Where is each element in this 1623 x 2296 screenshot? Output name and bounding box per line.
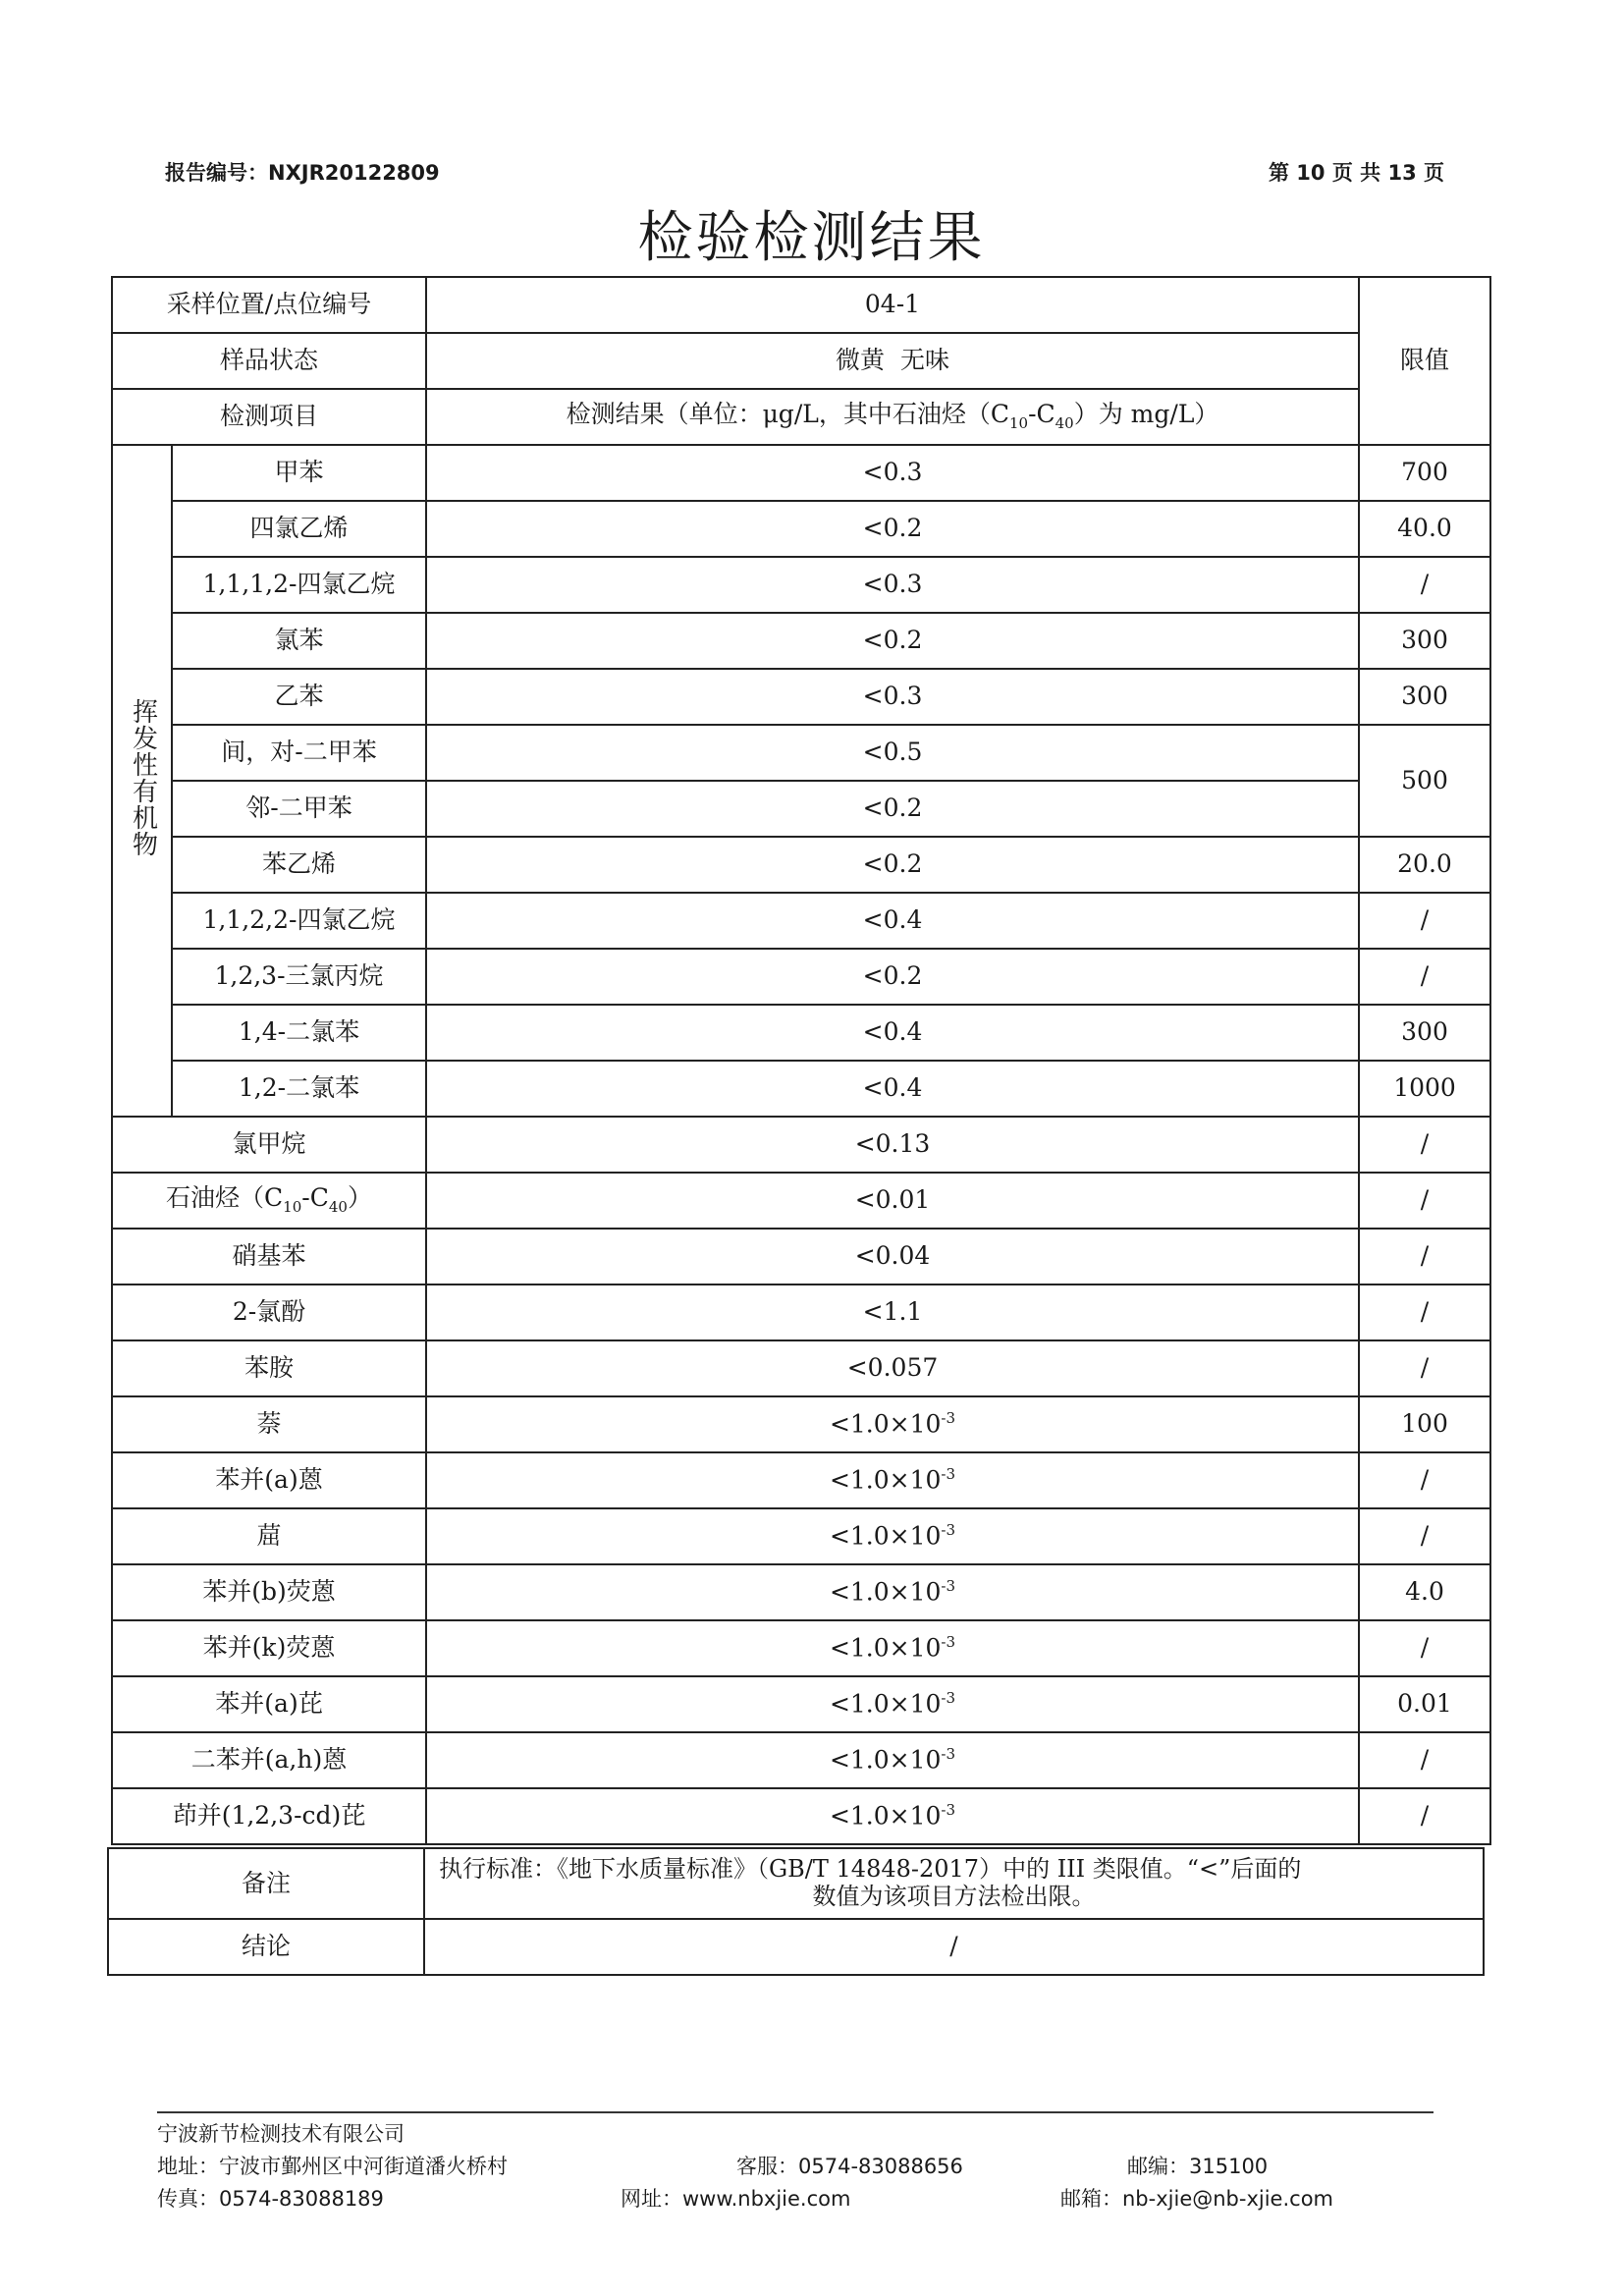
- item-name: 苯并(a)芘: [112, 1676, 426, 1732]
- item-limit: 300: [1359, 669, 1490, 725]
- sampling-value: 04-1: [426, 277, 1359, 333]
- item-limit: /: [1359, 1117, 1490, 1173]
- item-name: 间，对-二甲苯: [172, 725, 426, 781]
- item-result: $<1.0\times 10^{-3}$: [426, 1564, 1359, 1620]
- item-result: <0.4: [426, 1005, 1359, 1061]
- item-limit: /: [1359, 1452, 1490, 1508]
- table-row: [112, 1788, 1490, 1844]
- item-result: $<1.0\times 10^{-3}$: [426, 1620, 1359, 1676]
- item-result: <0.5: [426, 725, 1359, 781]
- item-result: <0.13: [426, 1117, 1359, 1173]
- table-row: [112, 1229, 1490, 1285]
- table-row: [112, 613, 1490, 669]
- footer-service: 客服：0574-83088656: [736, 2155, 963, 2178]
- item-result: $<1.0\times 10^{-3}$: [426, 1508, 1359, 1564]
- footer-address: 地址：宁波市鄞州区中河街道潘火桥村: [157, 2155, 508, 2178]
- item-limit: 40.0: [1359, 501, 1490, 557]
- item-name: 1,1,2,2-四氯乙烷: [172, 893, 426, 949]
- footer-website: 网址：www.nbxjie.com: [621, 2187, 851, 2211]
- table-row: [112, 1005, 1490, 1061]
- remarks-text: 执行标准：《地下水质量标准》（GB/T 14848-2017）中的 III 类限值。“<”后面的 数值为该项目方法检出限。: [424, 1848, 1484, 1919]
- item-result: <0.4: [426, 893, 1359, 949]
- limit-header: 限值: [1359, 277, 1490, 445]
- item-name: 苯并(b)荧蒽: [112, 1564, 426, 1620]
- item-limit: 100: [1359, 1396, 1490, 1452]
- item-name: 氯苯: [172, 613, 426, 669]
- table-row: [112, 1508, 1490, 1564]
- footer-email: 邮箱：nb-xjie@nb-xjie.com: [1060, 2187, 1333, 2211]
- remarks-label: 备注: [108, 1848, 424, 1919]
- item-result: <0.2: [426, 501, 1359, 557]
- table-row: [112, 1564, 1490, 1620]
- item-limit: /: [1359, 1340, 1490, 1396]
- item-header: 检测项目: [112, 389, 426, 445]
- item-limit: 300: [1359, 613, 1490, 669]
- conclusion-value: /: [424, 1919, 1484, 1975]
- item-result: <0.01: [426, 1173, 1359, 1229]
- item-name: 1,4-二氯苯: [172, 1005, 426, 1061]
- table-row: [112, 893, 1490, 949]
- item-limit: 1000: [1359, 1061, 1490, 1117]
- footer-fax: 传真：0574-83088189: [157, 2187, 384, 2211]
- table-row: [112, 1732, 1490, 1788]
- results-table: [111, 276, 1491, 1845]
- table-row: [112, 1452, 1490, 1508]
- table-row: [108, 1919, 1484, 1975]
- table-row: [112, 669, 1490, 725]
- item-limit: 0.01: [1359, 1676, 1490, 1732]
- table-row: [112, 1285, 1490, 1340]
- item-name: 硝基苯: [112, 1229, 426, 1285]
- item-name: 苯并(a)蒽: [112, 1452, 426, 1508]
- item-limit: /: [1359, 1732, 1490, 1788]
- remarks-table: [107, 1847, 1485, 1976]
- item-limit: /: [1359, 1285, 1490, 1340]
- item-limit: /: [1359, 893, 1490, 949]
- item-limit: /: [1359, 1508, 1490, 1564]
- report-number: 报告编号：NXJR20122809: [165, 161, 440, 185]
- item-result: $<1.0\times 10^{-3}$: [426, 1732, 1359, 1788]
- table-row: [112, 781, 1490, 837]
- item-name: 乙苯: [172, 669, 426, 725]
- item-result: <0.3: [426, 445, 1359, 501]
- table-row: [112, 277, 1490, 333]
- item-limit: /: [1359, 1229, 1490, 1285]
- item-limit: /: [1359, 1173, 1490, 1229]
- footer-divider: [157, 2111, 1434, 2113]
- item-limit: 300: [1359, 1005, 1490, 1061]
- item-result: <1.1: [426, 1285, 1359, 1340]
- table-row: [112, 1676, 1490, 1732]
- table-row: [112, 1117, 1490, 1173]
- item-limit: 700: [1359, 445, 1490, 501]
- result-header: 检测结果（单位：μg/L，其中石油烃$(C_{10}-C_{40})$为 mg/L）: [426, 389, 1359, 445]
- item-name: 四氯乙烯: [172, 501, 426, 557]
- item-result: $<1.0\times 10^{-3}$: [426, 1452, 1359, 1508]
- table-row: [112, 1173, 1490, 1229]
- item-name: 茚并(1,2,3-cd)芘: [112, 1788, 426, 1844]
- footer-company: 宁波新节检测技术有限公司: [157, 2122, 405, 2146]
- table-row: [112, 949, 1490, 1005]
- item-name: 石油烃$(C_{10}-C_{40})$: [112, 1173, 426, 1229]
- item-result: <0.3: [426, 669, 1359, 725]
- table-row: [112, 725, 1490, 781]
- item-result: <0.2: [426, 837, 1359, 893]
- item-result: <0.04: [426, 1229, 1359, 1285]
- voc-group-label: 挥发性有机物: [112, 445, 172, 1117]
- footer-postcode: 邮编：315100: [1127, 2155, 1269, 2178]
- item-name: 2-氯酚: [112, 1285, 426, 1340]
- table-row: [112, 389, 1490, 445]
- item-name: 苯乙烯: [172, 837, 426, 893]
- table-row: [112, 1396, 1490, 1452]
- item-name: 邻-二甲苯: [172, 781, 426, 837]
- table-row: [112, 1340, 1490, 1396]
- item-result: <0.2: [426, 781, 1359, 837]
- table-row: [112, 501, 1490, 557]
- item-limit: /: [1359, 949, 1490, 1005]
- item-limit: 20.0: [1359, 837, 1490, 893]
- item-result: <0.4: [426, 1061, 1359, 1117]
- item-limit: /: [1359, 557, 1490, 613]
- state-value: 微黄 无味: [426, 333, 1359, 389]
- item-result: <0.3: [426, 557, 1359, 613]
- item-name: 二苯并(a,h)蒽: [112, 1732, 426, 1788]
- item-limit: 4.0: [1359, 1564, 1490, 1620]
- item-limit: 500: [1359, 725, 1490, 837]
- sampling-label: 采样位置/点位编号: [112, 277, 426, 333]
- item-name: 1,2-二氯苯: [172, 1061, 426, 1117]
- item-result: <0.2: [426, 949, 1359, 1005]
- table-row: [112, 837, 1490, 893]
- item-name: 萘: [112, 1396, 426, 1452]
- table-row: [112, 333, 1490, 389]
- table-row: [112, 557, 1490, 613]
- item-name: 苯并(k)荧蒽: [112, 1620, 426, 1676]
- table-row: [112, 1061, 1490, 1117]
- table-row: [112, 445, 1490, 501]
- state-label: 样品状态: [112, 333, 426, 389]
- table-row: [112, 1620, 1490, 1676]
- item-name: 䓛: [112, 1508, 426, 1564]
- conclusion-label: 结论: [108, 1919, 424, 1975]
- item-result: $<1.0\times 10^{-3}$: [426, 1788, 1359, 1844]
- table-row: [108, 1848, 1484, 1919]
- page-indicator: 第 10 页 共 13 页: [1268, 161, 1444, 185]
- item-limit: /: [1359, 1788, 1490, 1844]
- item-result: $<1.0\times 10^{-3}$: [426, 1676, 1359, 1732]
- item-name: 氯甲烷: [112, 1117, 426, 1173]
- item-result: $<1.0\times 10^{-3}$: [426, 1396, 1359, 1452]
- item-name: 1,1,1,2-四氯乙烷: [172, 557, 426, 613]
- item-result: <0.057: [426, 1340, 1359, 1396]
- item-limit: /: [1359, 1620, 1490, 1676]
- page-title: 检验检测结果: [637, 206, 986, 270]
- item-name: 苯胺: [112, 1340, 426, 1396]
- item-name: 1,2,3-三氯丙烷: [172, 949, 426, 1005]
- item-name: 甲苯: [172, 445, 426, 501]
- item-result: <0.2: [426, 613, 1359, 669]
